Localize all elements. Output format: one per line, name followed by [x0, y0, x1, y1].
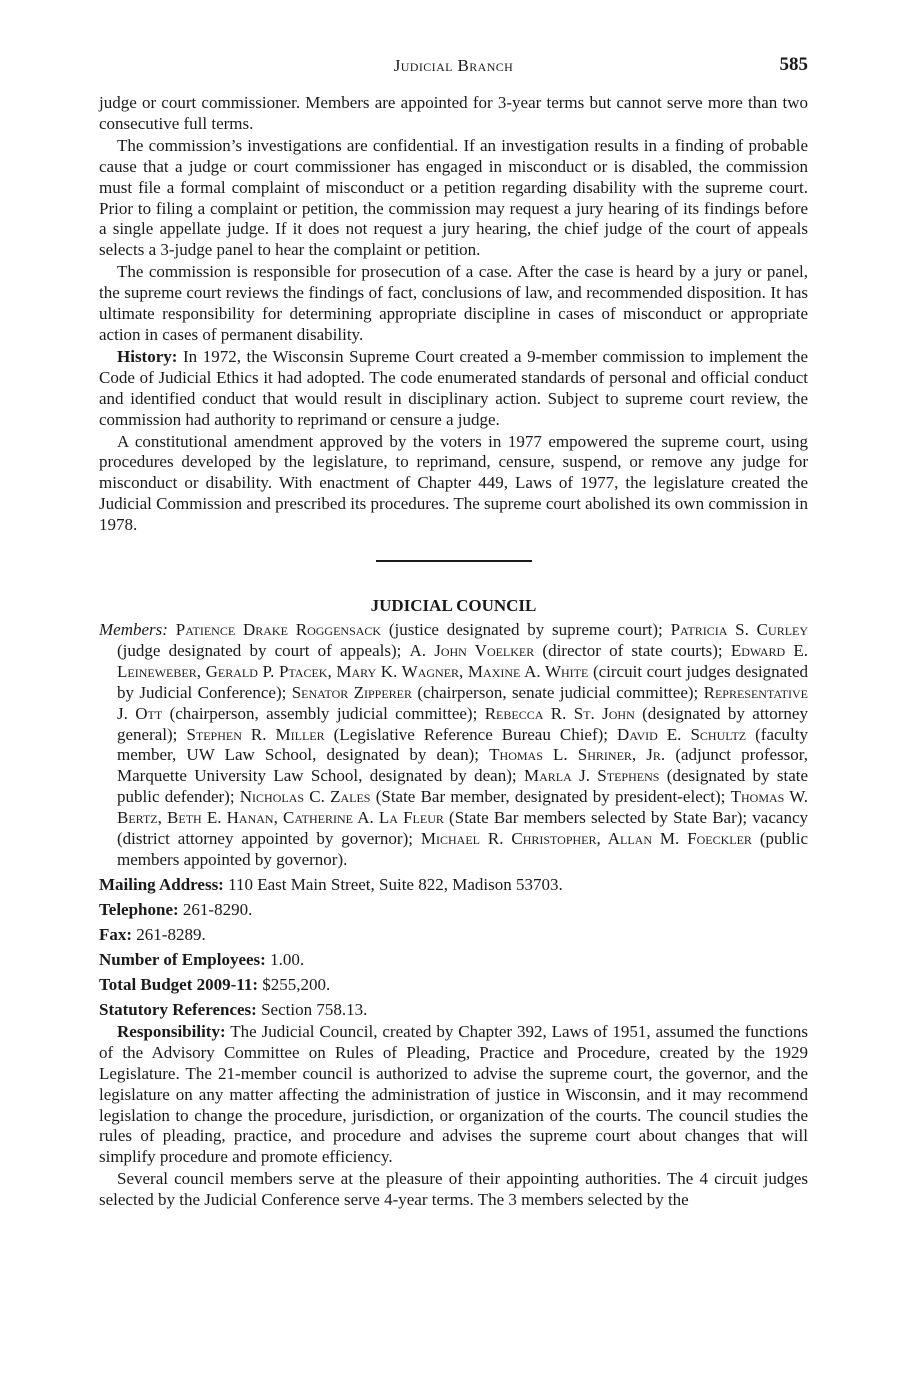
member-role: (public members appointed by governor). — [117, 829, 809, 869]
member-role: (State Bar member, designated by president-elect); — [370, 787, 731, 807]
field-value: $255,200. — [258, 974, 331, 994]
member-role: (chairperson, assembly judicial committee); — [162, 703, 485, 723]
member-role: (designated by state public defender); — [117, 766, 809, 807]
responsibility-text: The Judicial Council, created by Chapter 392, Laws of 1951, assumed the functions of the Advisory Committee on Rules of Pleading, Practice and Procedure, created by the 1929 Legislature. The 21-member council is authorized to advise the supreme court, the governor, and the legislature on any matter affecting the administration of justice in Wisconsin, and it may recommend legislation to change the procedure, jurisdiction, or organization of the courts. The council studies the rules of pleading, practice, and procedure and advises the supreme court about changes that will simplify procedure and promote efficiency. — [99, 1021, 808, 1167]
paragraph: The commission is responsible for prosecution of a case. After the case is heard by a jury or panel, the supreme court reviews the findings of fact, conclusions of law, and recommended disposition. It has ultimate responsibility for determining appropriate discipline in cases of misconduct or appropriate action in cases of permanent disability. — [99, 262, 808, 344]
member-name: Senator Zipperer — [291, 682, 413, 702]
members-list — [99, 620, 808, 871]
member-name: David E. Schultz — [617, 724, 747, 744]
field-value: Section 758.13. — [256, 999, 368, 1019]
member-name: Stephen R. Miller — [186, 724, 325, 744]
running-head: Judicial Branch — [393, 56, 514, 75]
member-role: (chairperson, senate judicial committee); — [412, 682, 704, 702]
member-role: (faculty member, UW Law School, designated by dean); — [117, 724, 809, 765]
history-paragraph — [99, 347, 808, 431]
paragraph: A constitutional amendment approved by the voters in 1977 empowered the supreme court, using procedures developed by the legislature, to reprimand, censure, suspend, or remove any judge for misconduct or disability. With enactment of Chapter 449, Laws of 1977, the legislature created the Judicial Commission and prescribed its procedures. The supreme court abolished its own commission in 1978. — [99, 431, 808, 535]
field-label: Fax: — [99, 924, 133, 944]
field-value: 110 East Main Street, Suite 822, Madison 53703. — [223, 874, 563, 894]
member-role: (circuit court judges designated by Judicial Conference); — [117, 661, 808, 702]
responsibility-label: Responsibility: — [117, 1021, 226, 1041]
field-fax — [99, 924, 808, 946]
field-label: Total Budget 2009-11: — [99, 974, 259, 994]
field-mailing-address — [99, 874, 808, 896]
field-label: Statutory References: — [99, 999, 257, 1019]
page-header — [99, 52, 808, 92]
history-text: In 1972, the Wisconsin Supreme Court created a 9-member commission to implement the Code of Judicial Ethics it had adopted. The code enumerated standards of personal and official conduct and identified conduct that would result in disciplinary action. Subject to supreme court review, the commission had authority to reprimand or censure a judge. — [99, 346, 808, 429]
member-role: (director of state courts); — [534, 640, 731, 660]
member-name: Rebecca R. St. John — [484, 703, 635, 723]
section-divider — [376, 560, 532, 562]
member-name: Michael R. Christopher, Allan M. Foeckler — [420, 829, 752, 849]
paragraph: Several council members serve at the pleasure of their appointing authorities. The 4 circuit judges selected by the Judicial Conference serve 4-year terms. The 3 members selected by the — [99, 1169, 808, 1210]
page-number: 585 — [779, 54, 808, 75]
member-role: (designated by attorney general); — [117, 703, 808, 744]
member-role: (Legislative Reference Bureau Chief); — [324, 724, 618, 744]
field-telephone — [99, 899, 808, 921]
member-role: (State Bar members selected by State Bar); vacancy (district attorney appointed by governor); — [117, 808, 808, 849]
member-name: Marla J. Stephens — [523, 766, 660, 786]
member-name: Thomas L. Shriner, Jr. — [489, 745, 666, 765]
field-value: 1.00. — [265, 949, 305, 969]
field-label: Number of Employees: — [99, 949, 266, 969]
field-label: Telephone: — [99, 899, 179, 919]
field-employees — [99, 949, 808, 971]
member-name: Edward E. Leineweber, Gerald P. Ptacek, Mary K. Wagner, Maxine A. White — [117, 640, 808, 681]
member-role: (judge designated by court of appeals); — [117, 640, 410, 660]
field-label: Mailing Address: — [99, 874, 224, 894]
paragraph: judge or court commissioner. Members are appointed for 3-year terms but cannot serve more than two consecutive full terms. — [99, 93, 808, 133]
history-label: History: — [117, 346, 178, 366]
field-value: 261-8289. — [132, 924, 206, 944]
member-name: Patience Drake Roggensack — [175, 620, 382, 640]
member-name: Nicholas C. Zales — [239, 787, 371, 807]
field-statutory-references — [99, 999, 808, 1021]
member-name: Patricia S. Curley — [670, 620, 809, 640]
page — [99, 52, 808, 1211]
section-title: JUDICIAL COUNCIL — [370, 596, 537, 616]
member-name: A. John Voelker — [409, 640, 535, 660]
members-label: Members: — [99, 620, 168, 640]
member-role: (adjunct professor, Marquette University Law School, designated by dean); — [117, 745, 808, 786]
member-role: (justice designated by supreme court); — [381, 620, 671, 640]
field-budget — [99, 974, 808, 996]
paragraph: The commission’s investigations are confidential. If an investigation results in a finding of probable cause that a judge or court commissioner has engaged in misconduct or is disabled, the commission must file a formal complaint of misconduct or a petition regarding disability with the supreme court. Prior to filing a complaint or petition, the commission may request a jury hearing of its findings before a single appellate judge. If it does not request a jury hearing, the chief judge of the court of appeals selects a 3-judge panel to hear the complaint or petition. — [99, 135, 808, 260]
member-name: Representative J. Ott — [117, 682, 808, 723]
responsibility-paragraph — [99, 1022, 808, 1168]
field-value: 261-8290. — [178, 899, 253, 919]
member-name: Thomas W. Bertz, Beth E. Hanan, Catherine A. La Fleur — [117, 787, 808, 828]
